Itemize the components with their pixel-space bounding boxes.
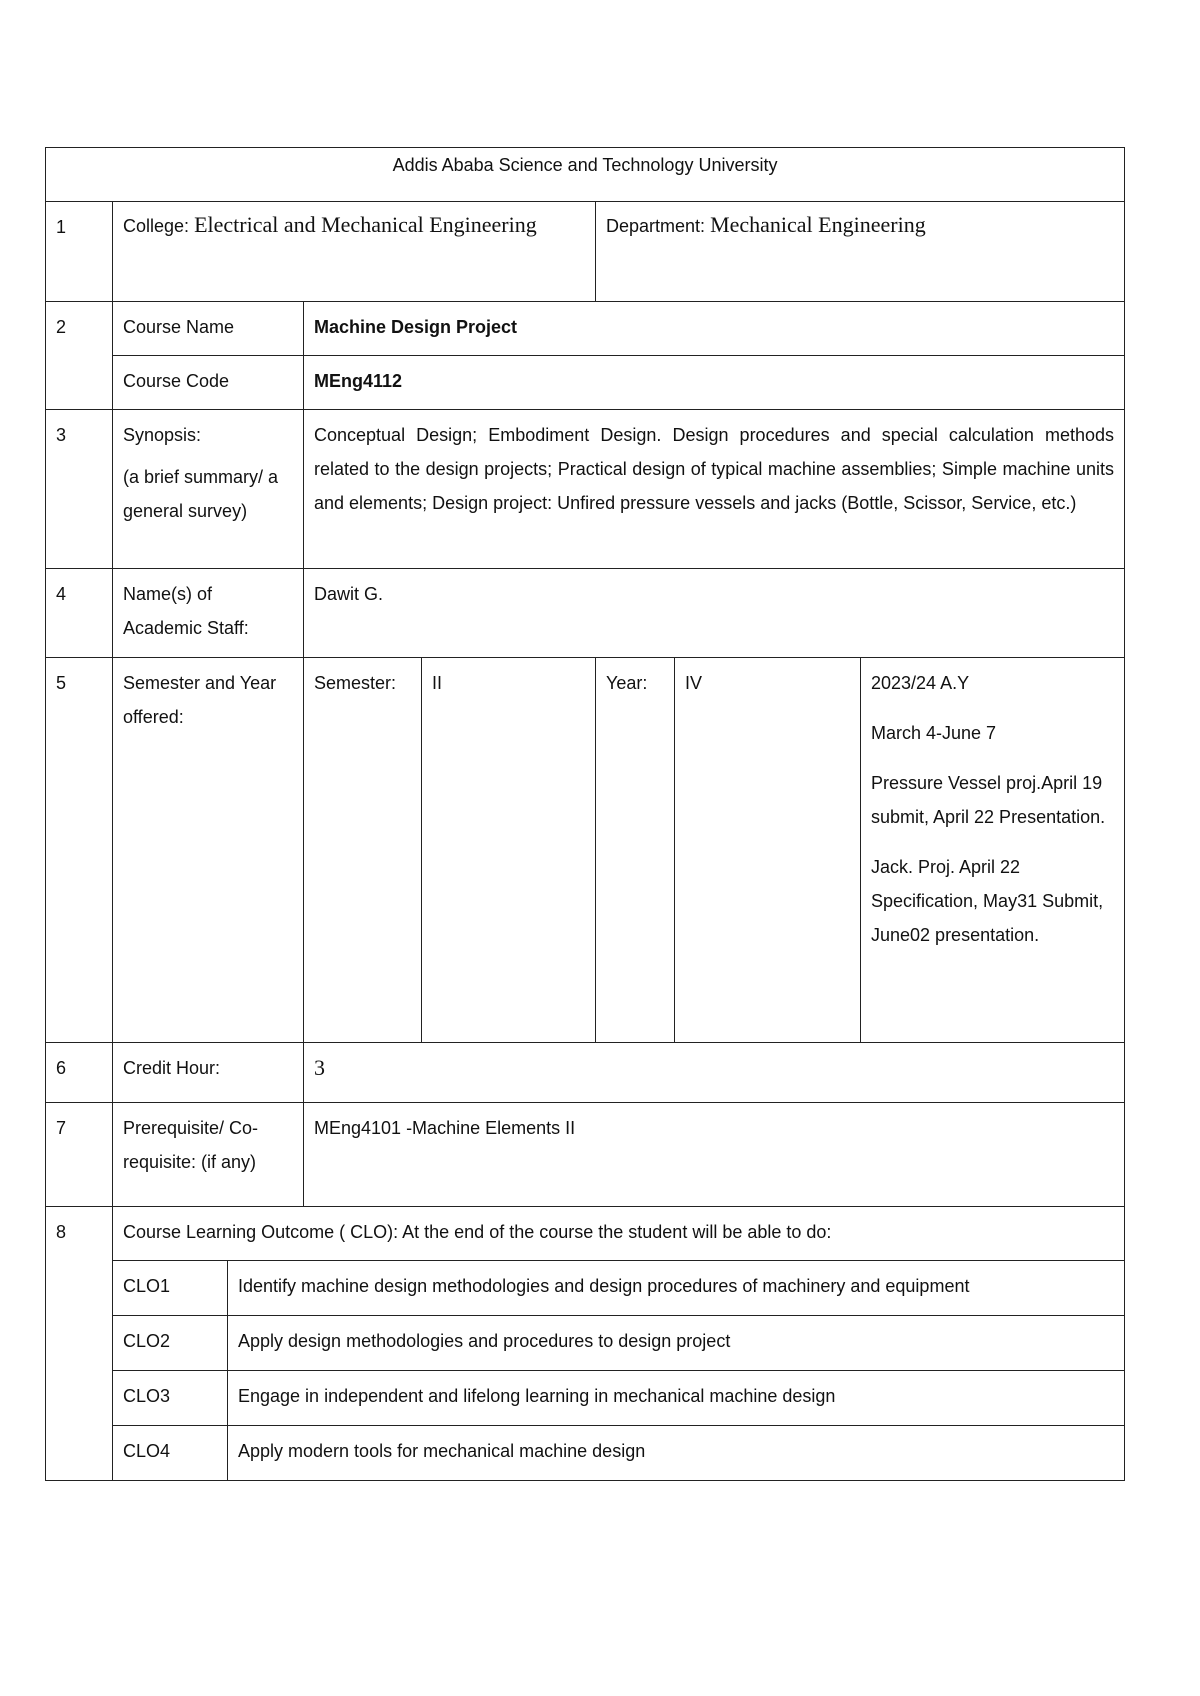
row-number: 2 <box>46 302 113 410</box>
clo-row <box>46 1371 1125 1426</box>
academic-staff-value: Dawit G. <box>304 569 1125 658</box>
semester-value: II <box>422 658 596 1043</box>
schedule-line: Jack. Proj. April 22 Specification, May31 Submit, June02 presentation. <box>871 857 1104 945</box>
semester-year-label: Semester and Year offered: <box>113 658 304 1043</box>
academic-staff-label: Name(s) of Academic Staff: <box>113 569 304 658</box>
row-number: 3 <box>46 410 113 569</box>
clo-code: CLO1 <box>113 1261 228 1316</box>
synopsis-label: Synopsis: <box>123 425 202 445</box>
course-syllabus-page <box>45 147 1124 1481</box>
clo-row <box>46 1261 1125 1316</box>
row-number: 6 <box>46 1043 113 1103</box>
department-value: Mechanical Engineering <box>710 212 926 237</box>
clo-row <box>46 1316 1125 1371</box>
row-clo-intro <box>46 1207 1125 1261</box>
row-number: 7 <box>46 1103 113 1207</box>
year-label: Year: <box>596 658 675 1043</box>
clo-code: CLO4 <box>113 1426 228 1481</box>
schedule-line: March 4-June 7 <box>871 723 997 743</box>
college-value: Electrical and Mechanical Engineering <box>194 212 537 237</box>
course-name-value: Machine Design Project <box>304 302 1125 356</box>
schedule-line: Pressure Vessel proj.April 19 submit, April 22 Presentation. <box>871 773 1106 827</box>
year-value: IV <box>675 658 861 1043</box>
row-number: 1 <box>46 202 113 302</box>
course-info-table <box>45 147 1125 1481</box>
course-name-label: Course Name <box>113 302 304 356</box>
clo-text: Apply modern tools for mechanical machine design <box>228 1426 1125 1481</box>
schedule-line: 2023/24 A.Y <box>871 673 970 693</box>
synopsis-sublabel: (a brief summary/ a general survey) <box>123 467 279 521</box>
synopsis-label-cell <box>113 410 304 569</box>
course-code-label: Course Code <box>113 356 304 410</box>
clo-row <box>46 1426 1125 1481</box>
row-academic-staff <box>46 569 1125 658</box>
schedule-cell <box>861 658 1125 1043</box>
row-number: 5 <box>46 658 113 1043</box>
clo-text: Identify machine design methodologies and design procedures of machinery and equipment <box>228 1261 1125 1316</box>
header-row <box>46 148 1125 202</box>
row-number: 8 <box>46 1207 113 1481</box>
clo-text: Engage in independent and lifelong learning in mechanical machine design <box>228 1371 1125 1426</box>
row-semester-year <box>46 658 1125 1043</box>
prerequisite-label: Prerequisite/ Co-requisite: (if any) <box>113 1103 304 1207</box>
department-label: Department: <box>606 216 706 236</box>
college-label: College: <box>123 216 190 236</box>
row-prerequisite <box>46 1103 1125 1207</box>
synopsis-text: Conceptual Design; Embodiment Design. Design procedures and special calculation methods related to the design projects; Practical design of typical machine assemblies; Simple machine units and elements; Design project: Unfired pressure vessels and jacks (Bottle, Scissor, Service, etc.) <box>304 410 1125 569</box>
clo-text: Apply design methodologies and procedures to design project <box>228 1316 1125 1371</box>
credit-hour-label: Credit Hour: <box>113 1043 304 1103</box>
clo-code: CLO2 <box>113 1316 228 1371</box>
college-cell <box>113 202 596 302</box>
row-college <box>46 202 1125 302</box>
row-synopsis <box>46 410 1125 569</box>
credit-hour-value: 3 <box>304 1043 1125 1103</box>
prerequisite-value: MEng4101 -Machine Elements II <box>304 1103 1125 1207</box>
clo-code: CLO3 <box>113 1371 228 1426</box>
row-course-code <box>46 356 1125 410</box>
university-name: Addis Ababa Science and Technology University <box>46 148 1125 202</box>
course-code-value: MEng4112 <box>304 356 1125 410</box>
row-credit-hour <box>46 1043 1125 1103</box>
clo-intro: Course Learning Outcome ( CLO): At the end of the course the student will be able to do: <box>113 1207 1125 1261</box>
semester-label: Semester: <box>304 658 422 1043</box>
department-cell <box>596 202 1125 302</box>
row-number: 4 <box>46 569 113 658</box>
row-course-name <box>46 302 1125 356</box>
